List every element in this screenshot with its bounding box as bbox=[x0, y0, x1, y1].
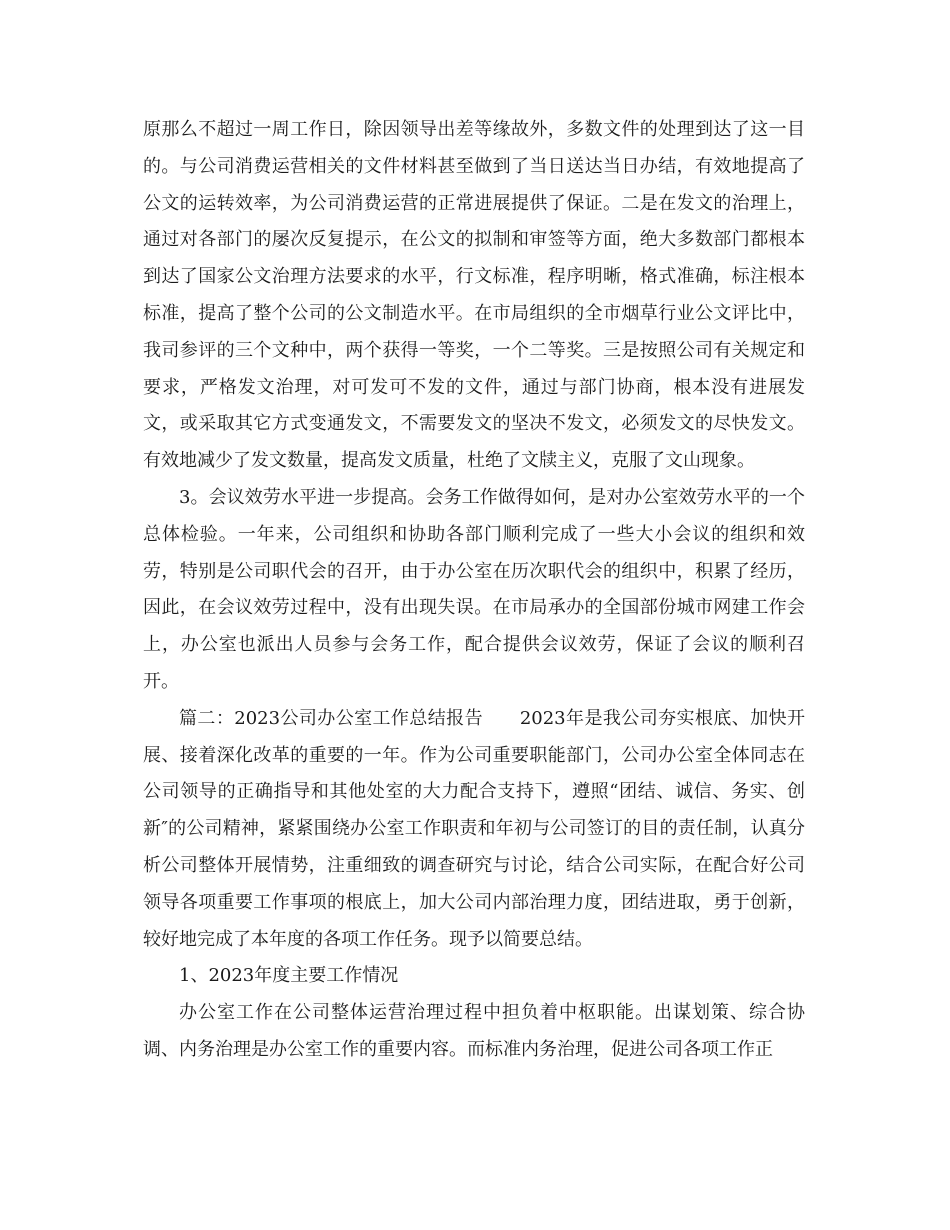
paragraph-meeting-service: 3。会议效劳水平进一步提高。会务工作做得如何，是对办公室效劳水平的一个总体检验。一年来，公司组织和协助各部门顺利完成了一些大小会议的组织和效劳，特别是公司职代会的召开，由于办公室在历次职代会的组织中，积累了经历，因此，在会议效劳过程中，没有出现失误。在市局承办的全国部份城市网建工作会上，办公室也派出人员参与会务工作，配合提供会议效劳，保证了会议的顺利召开。 bbox=[143, 486, 805, 692]
paragraph-document-processing: 原那么不超过一周工作日，除因领导出差等缘故外，多数文件的处理到达了这一目的。与公司消费运营相关的文件材料甚至做到了当日送达当日办结，有效地提高了公文的运转效率，为公司消费运营的正常进展提供了保证。二是在发文的治理上，通过对各部门的屡次反复提示，在公文的拟制和审签等方面，绝大多数部门都根本到达了国家公文治理方法要求的水平，行文标准，程序明晰，格式准确，标注根本标准，提高了整个公司的公文制造水平。在市局组织的全市烟草行业公文评比中，我司参评的三个文种中，两个获得一等奖，一个二等奖。三是按照公司有关规定和要求，严格发文治理，对可发可不发的文件，通过与部门协商，根本没有进展发文，或采取其它方式变通发文，不需要发文的坚决不发文，必须发文的尽快发文。有效地减少了发文数量，提高发文质量，杜绝了文牍主义，克服了文山现象。 bbox=[143, 119, 805, 472]
paragraph-report-intro: 篇二：2023公司办公室工作总结报告 2023年是我公司夯实根底、加快开展、接着深化改革的重要的一年。作为公司重要职能部门，公司办公室全体同志在公司领导的正确指导和其他处室的大力配合支持下，遵照“团结、诚信、务实、创新″的公司精神，紧紧围绕办公室工作职责和年初与公司签订的目的责任制，认真分析公司整体开展情势，注重细致的调查研究与讨论，结合公司实际，在配合好公司领导各项重要工作事项的根底上，加大公司内部治理力度，团结进取，勇于创新，较好地完成了本年度的各项工作任务。现予以简要总结。 bbox=[143, 707, 805, 950]
document-body bbox=[143, 112, 805, 1069]
section-heading-main-work: 1、2023年度主要工作情况 bbox=[179, 965, 399, 987]
paragraph-office-role: 办公室工作在公司整体运营治理过程中担负着中枢职能。出谋划策、综合协调、内务治理是办公室工作的重要内容。而标准内务治理，促进公司各项工作正 bbox=[143, 1002, 805, 1060]
